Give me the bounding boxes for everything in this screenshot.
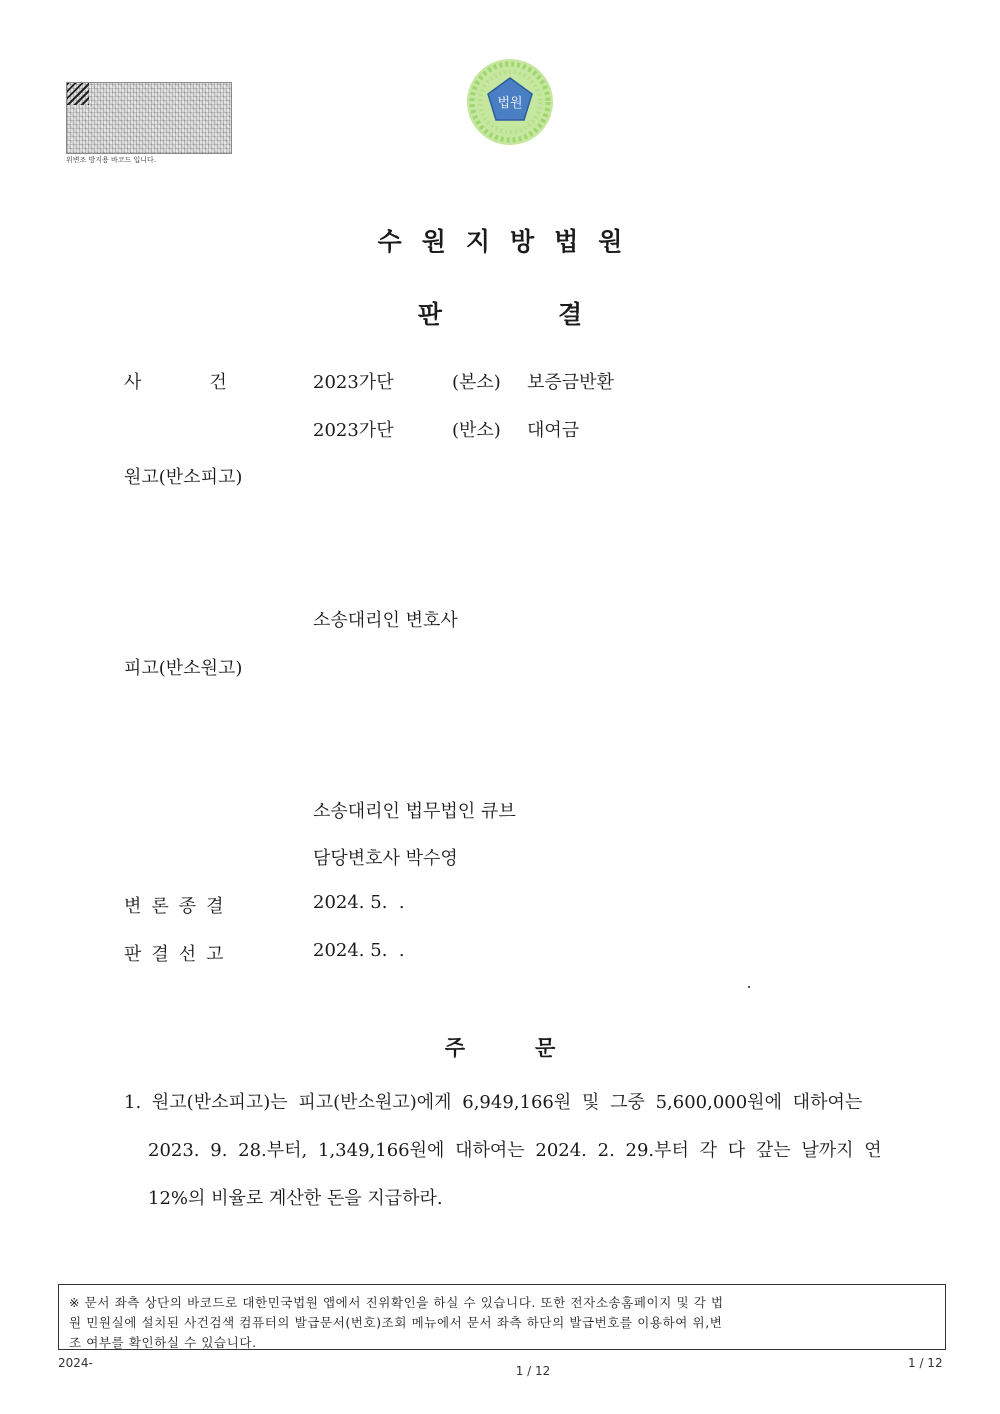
page-number-right: 1 / 12	[908, 1356, 943, 1370]
scan-speck	[748, 986, 750, 988]
closing-label: 변론종결	[124, 896, 234, 917]
case-2-title: 대여금	[527, 420, 580, 441]
court-name: 수원지방법원	[377, 227, 643, 256]
page-number-center: 1 / 12	[515, 1364, 551, 1378]
defendant-attorney: 담당변호사 박수영	[313, 848, 458, 869]
defendant-counsel: 소송대리인 법무법인 큐브	[313, 801, 516, 822]
notice-line-2: 원 민원실에 설치된 사건검색 컴퓨터의 발급문서(번호)조회 메뉴에서 문서 좌측 하단의 발급번호를 이용하여 위,변	[69, 1315, 723, 1330]
verification-barcode	[66, 82, 232, 154]
notice-line-1: ※ 문서 좌측 상단의 바코드로 대한민국법원 앱에서 진위확인을 하실 수 있습니다. 또한 전자소송홈페이지 및 각 법	[69, 1295, 724, 1310]
document-type-title: 판결	[417, 300, 699, 329]
order-item-1-line-1: 1. 원고(반소피고)는 피고(반소원고)에게 6,949,166원 및 그중 5,600,000원에 대하여는	[124, 1092, 863, 1113]
closing-date: 2024. 5. .	[313, 892, 405, 913]
barcode-corner-mark	[67, 83, 89, 105]
case-2-number: 2023가단	[313, 420, 394, 441]
emblem-text: 법원	[497, 96, 523, 111]
case-1-type: (본소)	[452, 372, 501, 393]
defendant-label: 피고(반소원고)	[124, 658, 243, 679]
plaintiff-counsel: 소송대리인 변호사	[313, 610, 458, 631]
plaintiff-label: 원고(반소피고)	[124, 467, 243, 488]
case-2-type: (반소)	[452, 420, 501, 441]
case-1-number: 2023가단	[313, 372, 394, 393]
barcode-caption: 위변조 방지용 바코드 입니다.	[66, 156, 157, 164]
court-emblem-icon	[462, 56, 558, 148]
order-item-1-line-3: 12%의 비율로 계산한 돈을 지급하라.	[148, 1188, 443, 1209]
case-1-title: 보증금반환	[527, 372, 614, 393]
notice-line-3: 조 여부를 확인하실 수 있습니다.	[69, 1335, 257, 1350]
case-label: 사건	[124, 372, 295, 393]
order-item-1-line-2: 2023. 9. 28.부터, 1,349,166원에 대하여는 2024. 2. 29.부터 각 다 갚는 날까지 연	[148, 1140, 882, 1161]
issue-number: 2024-	[58, 1356, 93, 1370]
order-heading: 주문	[444, 1036, 626, 1060]
verdict-label: 판결선고	[124, 944, 234, 965]
verification-notice	[58, 1284, 946, 1350]
verdict-date: 2024. 5. .	[313, 940, 405, 961]
